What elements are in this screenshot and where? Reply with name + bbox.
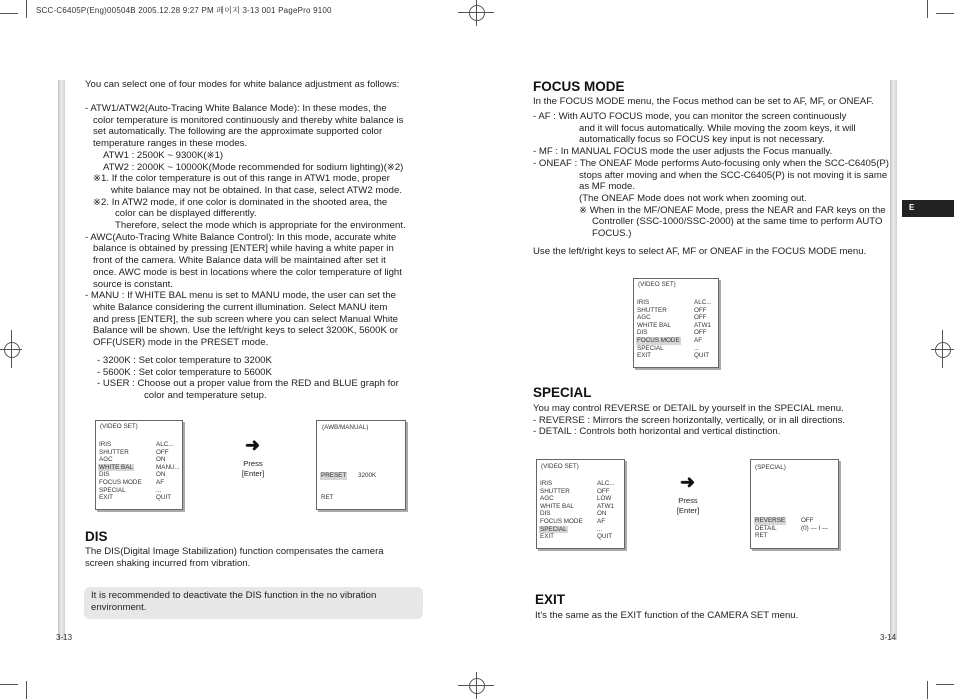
osd-row-label-selected: FOCUS MODE (637, 337, 680, 344)
crop-mark (26, 0, 27, 18)
right-arrow-icon: ➜ (245, 435, 261, 455)
osd-row-value: ALC... (156, 441, 174, 448)
osd-special-value: (0) --- I --- (801, 524, 829, 532)
wb-line: color temperature is monitored continuously and thereby white balance is (93, 114, 404, 126)
osd-row-label: EXIT (540, 533, 554, 541)
osd-special-title: (SPECIAL) (755, 464, 786, 471)
osd-row-value: ... (156, 486, 162, 494)
focus-line: (The ONEAF Mode does not work when zooming out. (579, 192, 807, 204)
wb-line: color can be displayed differently. (115, 208, 257, 220)
osd-row-label: DIS (540, 510, 551, 518)
osd-row-label: WHITE BAL (540, 502, 574, 510)
wb-line: - 3200K : Set color temperature to 3200K (97, 355, 272, 366)
focus-line: FOCUS.) (592, 228, 632, 239)
osd-menu-title: (VIDEO SET) (100, 423, 138, 430)
osd-row-label: DIS (99, 471, 110, 479)
registration-line (476, 0, 477, 26)
wb-line: front of the camera. White Balance data will be maintained after set it (93, 255, 386, 267)
osd-row-value: ... (597, 525, 603, 533)
right-arrow-icon: ➜ (680, 472, 696, 492)
osd-menu-title: (VIDEO SET) (541, 463, 579, 470)
wb-line: ATW1 : 2500K ~ 9300K(※1) (103, 149, 224, 161)
osd-row-value: ON (156, 471, 166, 479)
enter-text: [Enter] (241, 468, 265, 478)
osd-row-label: IRIS (99, 441, 112, 448)
exit-heading: EXIT (535, 592, 566, 607)
wb-line: temperature ranges in these modes. (93, 138, 248, 150)
wb-line: OFF(USER) mode in the PRESET mode. (93, 337, 269, 348)
wb-line: - AWC(Auto-Tracing White Balance Control): In this mode, accurate white (85, 231, 397, 243)
press-text: Press (678, 496, 698, 505)
osd-row-value: OFF (694, 314, 707, 322)
osd-row-label-selected: WHITE BAL (99, 463, 133, 471)
osd-row-value: LOW (597, 495, 612, 503)
osd-row-label: SHUTTER (540, 487, 570, 495)
dis-text: screen shaking incurred from vibration. (85, 558, 251, 569)
osd-row-label: EXIT (99, 494, 113, 502)
special-line: - REVERSE : Mirrors the screen horizontally, vertically, or in all directions. (533, 415, 846, 426)
press-text: Press (243, 459, 263, 468)
osd-row-label: DIS (637, 329, 648, 337)
press-enter-label (236, 459, 270, 478)
registration-line (458, 685, 494, 686)
focus-line: - ONEAF : The ONEAF Mode performs Auto-focusing only when the SCC-C6405(P) (533, 157, 889, 169)
print-header: SCC-C6405P(Eng)00504B 2005.12.28 9:27 PM 페이지 3-13 001 PagePro 9100 (36, 6, 332, 15)
wb-line: - 5600K : Set color temperature to 5600K (97, 366, 272, 378)
crop-mark (0, 13, 18, 14)
osd-row-label: WHITE BAL (637, 321, 671, 329)
exit-text: It's the same as the EXIT function of the CAMERA SET menu. (535, 610, 799, 621)
focus-line: ※ When in the MF/ONEAF Mode, press the NEAR and FAR keys on the (579, 204, 886, 216)
crop-mark (927, 0, 928, 18)
osd-row-value: ON (156, 456, 166, 464)
osd-row-value: ATW1 (694, 321, 712, 329)
crop-mark (927, 681, 928, 699)
osd-special-value: OFF (801, 517, 814, 524)
osd-row-value: OFF (694, 329, 707, 337)
osd-row-label: SHUTTER (637, 306, 667, 314)
wb-line: - USER : Choose out a proper value from the RED and BLUE graph for (97, 378, 399, 390)
special-heading: SPECIAL (533, 385, 592, 400)
osd-row-value: MANU... (156, 463, 180, 471)
wb-line: once. AWC mode is best in locations where the color temperature of light (93, 266, 402, 278)
crop-mark (936, 13, 954, 14)
dis-note-text: It is recommended to deactivate the DIS function in the no vibration (91, 590, 377, 601)
osd-row-label: FOCUS MODE (99, 479, 142, 486)
focus-line: as MF mode. (579, 181, 635, 193)
wb-line: Balance will be shown. Use the left/right keys to select 3200K, 5600K or (93, 325, 399, 337)
wb-intro: You can select one of four modes for white balance adjustment as follows: (85, 79, 400, 90)
osd-row-label: SPECIAL (637, 344, 664, 352)
focus-intro: In the FOCUS MODE menu, the Focus method can be set to AF, MF, or ONEAF. (533, 96, 874, 107)
wb-line: and press [ENTER], the sub screen where you can select Manual White (93, 313, 399, 325)
focus-line: - MF : In MANUAL FOCUS mode the user adjusts the Focus manually. (533, 146, 833, 158)
osd-row-value: ON (597, 510, 607, 518)
crop-mark (0, 684, 18, 685)
language-tab: E (902, 200, 954, 217)
focus-use: Use the left/right keys to select AF, MF or ONEAF in the FOCUS MODE menu. (533, 246, 867, 257)
dis-note-text: environment. (91, 602, 147, 613)
osd-row-value: AF (597, 518, 606, 525)
page-number-left: 3-13 (56, 633, 73, 642)
crop-mark (26, 681, 27, 699)
crop-mark (936, 684, 954, 685)
osd-row-label: IRIS (637, 299, 650, 306)
wb-line: - ATW1/ATW2(Auto-Tracing White Balance Mode): In these modes, the (85, 103, 387, 114)
wb-line: white Balance considering the current illumination. Select MANU item (93, 301, 388, 313)
osd-row-label: FOCUS MODE (540, 518, 583, 525)
osd-row-value: ALC... (694, 299, 712, 306)
special-line: You may control REVERSE or DETAIL by yourself in the SPECIAL menu. (533, 403, 844, 414)
osd-menu-title: (VIDEO SET) (638, 281, 676, 288)
focus-line: automatically focus so FOCUS key input is not necessary. (579, 134, 825, 146)
dis-text: The DIS(Digital Image Stabilization) function compensates the camera (85, 546, 384, 557)
wb-line: source is constant. (93, 278, 173, 290)
osd-row-value: OFF (694, 306, 707, 314)
osd-row-label: EXIT (637, 352, 651, 360)
osd-row-label: AGC (540, 495, 554, 503)
focus-line: stops after moving and when the SCC-C6405(P) is not moving it is same (579, 169, 888, 181)
focus-line: - AF : With AUTO FOCUS mode, you can monitor the screen continuously (533, 111, 847, 122)
focus-line: Controller (SSC-1000/SSC-2000) at the same time to perform AUTO (592, 216, 883, 228)
osd-row-value: AF (156, 479, 165, 486)
osd-row-value: QUIT (156, 494, 172, 502)
osd-row-label-selected: SPECIAL (540, 525, 567, 533)
osd-awb-ret: RET (321, 494, 334, 501)
osd-special-label: RET (755, 532, 768, 540)
osd-row-label: SHUTTER (99, 448, 129, 456)
registration-mark (469, 678, 485, 694)
registration-mark (4, 342, 20, 358)
osd-row-value: ALC... (597, 480, 615, 487)
osd-row-value: ... (694, 344, 700, 352)
osd-row-value: QUIT (694, 352, 710, 360)
registration-mark (935, 342, 951, 358)
right-margin-band (890, 80, 897, 640)
osd-row-value: AF (694, 337, 703, 344)
osd-special-label: DETAIL (755, 524, 777, 532)
wb-line: white balance may not be obtained. In that case, select ATW2 mode. (111, 184, 402, 196)
wb-line: ※1. If the color temperature is out of this range in ATW1 mode, proper (93, 173, 390, 185)
wb-line: Therefore, select the mode which is appropriate for the environment. (115, 220, 406, 231)
left-margin-band (58, 80, 65, 640)
osd-row-value: OFF (156, 448, 169, 456)
wb-line: set automatically. The following are the approximate supported color (93, 126, 383, 138)
special-line: - DETAIL : Controls both horizontal and vertical distinction. (533, 426, 781, 437)
osd-row-label: AGC (637, 314, 651, 322)
page-number-right: 3-14 (880, 633, 897, 642)
enter-text: [Enter] (676, 505, 700, 515)
wb-line: ※2. In ATW2 mode, if one color is dominated in the shooted area, the (93, 196, 388, 208)
wb-line: balance is obtained by pressing [ENTER] while having a white paper in (93, 243, 394, 255)
wb-line: color and temperature setup. (144, 390, 267, 402)
osd-awb-value: 3200K (358, 472, 377, 479)
osd-row-label: AGC (99, 456, 113, 464)
osd-row-label: SPECIAL (99, 486, 126, 494)
osd-row-value: OFF (597, 487, 610, 495)
wb-line: - MANU : If WHITE BAL menu is set to MANU mode, the user can set the (85, 290, 397, 302)
osd-row-value: QUIT (597, 533, 613, 541)
registration-line (458, 12, 494, 13)
osd-row-value: ATW1 (597, 502, 615, 510)
osd-row-label: IRIS (540, 480, 553, 487)
focus-mode-heading: FOCUS MODE (533, 79, 625, 94)
osd-awb-title: (AWB/MANUAL) (322, 424, 369, 431)
press-enter-label (671, 496, 705, 515)
osd-special-reverse-selected: REVERSE (755, 517, 786, 524)
osd-awb-preset: PRESET (321, 472, 347, 479)
focus-line: and it will focus automatically. While moving the zoom keys, it will (579, 122, 856, 134)
wb-line: ATW2 : 2000K ~ 10000K(Mode recommended for sodium lighting)(※2) (103, 161, 404, 173)
dis-heading: DIS (85, 529, 108, 544)
registration-line (0, 349, 22, 350)
registration-mark (469, 5, 485, 21)
registration-line (931, 349, 954, 350)
